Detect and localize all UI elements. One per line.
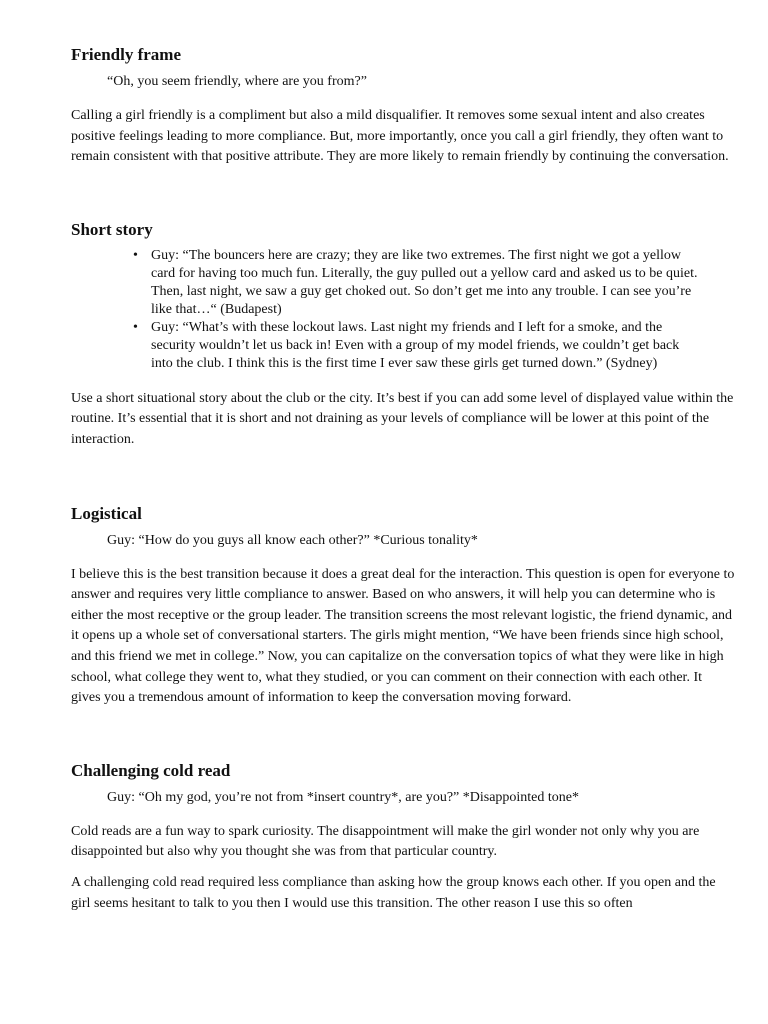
section-heading: Challenging cold read [71, 760, 231, 780]
document-page [71, 44, 735, 914]
body-paragraph: Cold reads are a fun way to spark curiosity. The disappointment will make the girl wonder not only why you are disappointed but also why you thought she was from that particular country. [71, 823, 700, 860]
body-paragraph: A challenging cold read required less compliance than asking how the group knows each other. If you open and the girl seems hesitant to talk to you then I would use this transition. The other reason I use this so often [71, 874, 716, 911]
section-challenging-cold-read [71, 760, 735, 914]
example-list [71, 247, 699, 373]
list-item-text: Guy: “The bouncers here are crazy; they are like two extremes. The first night we got a yellow card for having too much fun. Literally, the guy pulled out a yellow card and asked us to be quiet. Then, last night, we saw a guy get choked out. So don’t get me into any trouble. I can see you’re like that…“ (Budapest) [151, 247, 698, 317]
list-item [133, 319, 699, 373]
list-item [133, 247, 699, 319]
section-short-story [71, 219, 735, 451]
body-paragraph: Use a short situational story about the club or the city. It’s best if you can add some level of displayed value within the routine. It’s essential that it is short and not draining as your levels of compliance will be lower at this point of the interaction. [71, 390, 734, 447]
section-heading: Logistical [71, 503, 142, 523]
section-heading: Friendly frame [71, 45, 181, 64]
example-quote: Guy: “Oh my god, you’re not from *insert country*, are you?” *Disappointed tone* [107, 789, 580, 805]
section-logistical [71, 503, 735, 709]
body-paragraph: Calling a girl friendly is a compliment but also a mild disqualifier. It removes some sexual intent and also creates positive feelings leading to more compliance. But, more importantly, once you call a girl friendly, they often want to remain consistent with that positive attribute. They are more likely to remain friendly by continuing the conversation. [71, 108, 729, 165]
example-quote: “Oh, you seem friendly, where are you from?” [107, 74, 367, 89]
bullet-icon: • [133, 247, 138, 263]
section-heading: Short story [71, 219, 153, 239]
list-item-text: Guy: “What’s with these lockout laws. Last night my friends and I left for a smoke, and the security wouldn’t let us back in! Even with a group of my model friends, we couldn’t get back into the club. I think this is the first time I ever saw these girls get turned down.” (Sydney) [151, 319, 680, 371]
body-paragraph: I believe this is the best transition because it does a great deal for the interaction. This question is open for everyone to answer and requires very little compliance to answer. Based on who answers, it will help you can determine who is either the most receptive or the group leader. The transition screens the most relevant logistic, the friend dynamic, and it opens up a whole set of conversational starters. The girls might mention, “We have been friends since high school, and this friend we met in college.” Now, you can capitalize on the conversation topics of what they were like in high school, what college they went to, what they studied, or you can comment on their connection with each other. It gives you a tremendous amount of information to keep the conversation moving forward. [71, 566, 735, 706]
section-friendly-frame [71, 44, 735, 168]
bullet-icon: • [133, 319, 138, 335]
example-quote: Guy: “How do you guys all know each other?” *Curious tonality* [107, 532, 478, 548]
